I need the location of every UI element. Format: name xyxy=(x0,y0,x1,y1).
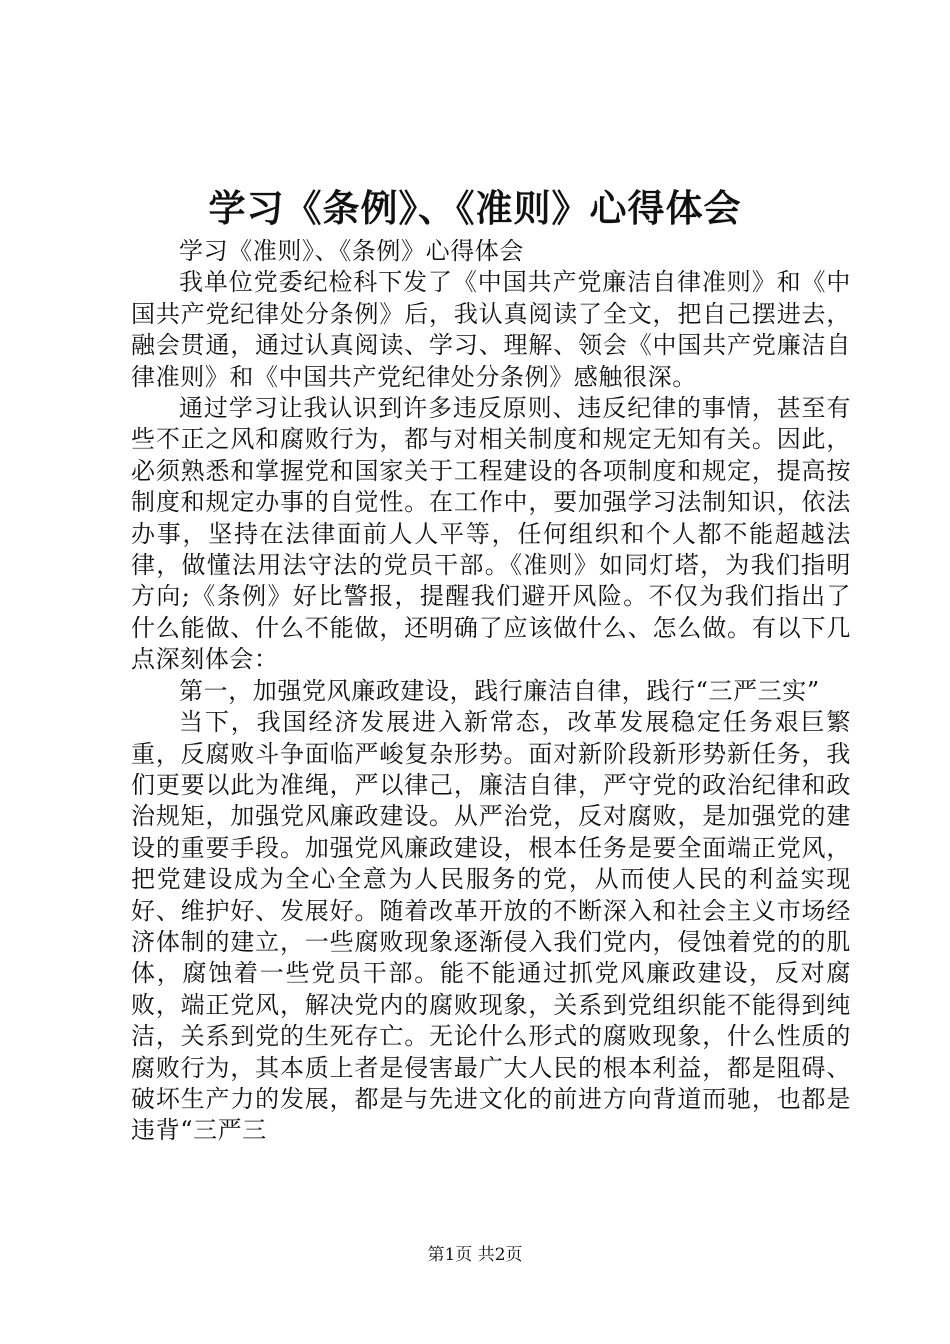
paragraph-heading: 第一，加强党风廉政建设，践行廉洁自律，践行“三严三实” xyxy=(179,676,820,705)
document-body xyxy=(131,236,851,1147)
page-number: 第1页 共2页 xyxy=(427,1245,523,1265)
document-title: 学习《条例》、《准则》心得体会 xyxy=(208,186,742,230)
paragraph-subtitle: 学习《准则》、《条例》心得体会 xyxy=(179,237,524,265)
paragraph: 我单位党委纪检科下发了《中国共产党廉洁自律准则》和《中国共产党纪律处分条例》后，我认真阅读了全文，把自己摆进去，融会贯通，通过认真阅读、学习、理解、领会《中国共产党廉洁自律准则》和《中国共产党纪律处分条例》感触很深。 xyxy=(131,268,851,391)
paragraph: 通过学习让我认识到许多违反原则、违反纪律的事情，甚至有些不正之风和腐败行为，都与对相关制度和规定无知有关。因此，必须熟悉和掌握党和国家关于工程建设的各项制度和规定，提高按制度和规定办事的自觉性。在工作中，要加强学习法制知识，依法办事，坚持在法律面前人人平等，任何组织和个人都不能超越法律，做懂法用法守法的党员干部。《准则》如同灯塔，为我们指明方向;《条例》好比警报，提醒我们避开风险。不仅为我们指出了什么能做、什么不能做，还明确了应该做什么、怎么做。有以下几点深刻体会： xyxy=(131,394,851,674)
paragraph: 当下，我国经济发展进入新常态，改革发展稳定任务艰巨繁重，反腐败斗争面临严峻复杂形势。面对新阶段新形势新任务，我们更要以此为准绳，严以律己，廉洁自律，严守党的政治纪律和政治规矩，加强党风廉政建设。从严治党，反对腐败，是加强党的建设的重要手段。加强党风廉政建设，根本任务是要全面端正党风，把党建设成为全心全意为人民服务的党，从而使人民的利益实现好、维护好、发展好。随着改革开放的不断深入和社会主义市场经济体制的建立，一些腐败现象逐渐侵入我们党内，侵蚀着党的的肌体，腐蚀着一些党员干部。能不能通过抓党风廉政建设，反对腐败，端正党风，解决党内的腐败现象，关系到党组织能不能得到纯洁，关系到党的生死存亡。无论什么形式的腐败现象，什么性质的腐败行为，其本质上者是侵害最广大人民的根本利益，都是阻碍、破坏生产力的发展，都是与先进文化的前进方向背道而驰，也都是违背“三严三 xyxy=(131,708,851,1145)
